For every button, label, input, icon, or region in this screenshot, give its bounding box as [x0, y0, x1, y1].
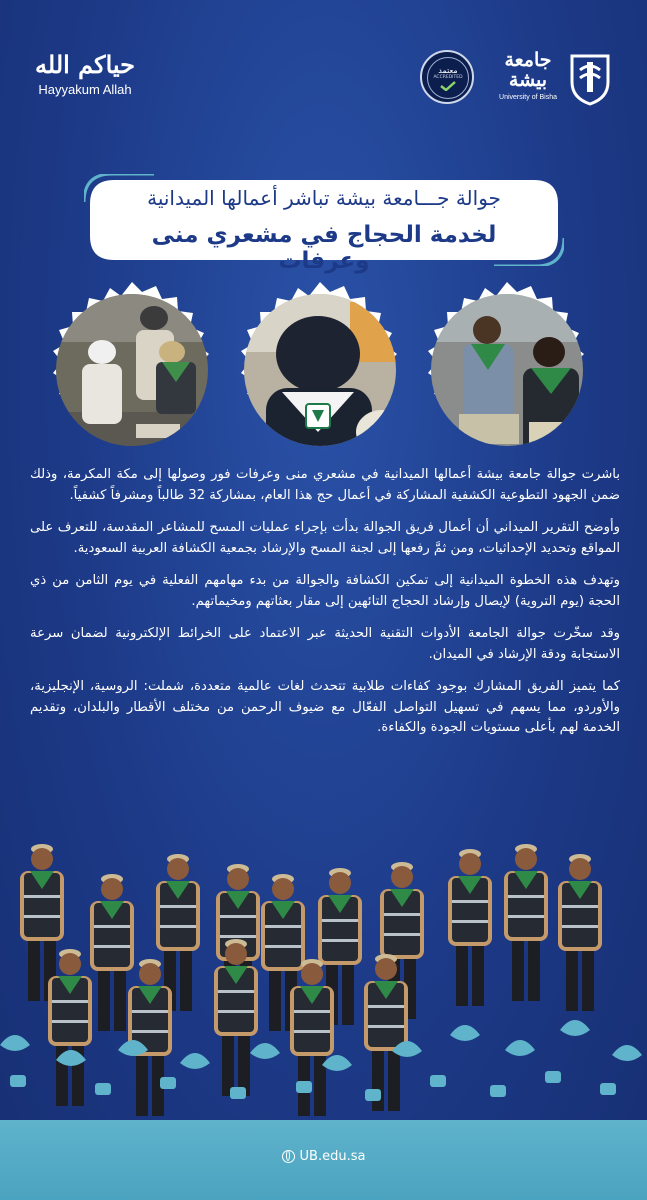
title-line-1: جوالة جـــامعة بيشة تباشر أعمالها الميدانية	[147, 186, 501, 210]
accredited-english: ACCREDITED	[433, 75, 463, 80]
university-logo	[492, 50, 617, 110]
paragraph-5: كما يتميز الفريق المشارك بوجود كفاءات طلابية تتحدث لغات عالمية متعددة، شملت: الروسية، الإنجليزية، والأوردو، مما يسهم في تسهيل التواصل الفعّال مع ضيوف الرحمن من مختلف الأقطار والبلدان، وتقديم الخدمة لهم بأعلى مستويات الجودة والكفاءة.	[30, 679, 620, 735]
title-line-2: لخدمة الحجاج في مشعري منى وعرفات	[151, 222, 497, 274]
university-shield-icon	[568, 52, 612, 106]
hayyakum-allah-logo	[30, 52, 140, 97]
paragraph-2: وأوضح التقرير الميداني أن أعمال فريق الجوالة بدأت بإجراء عمليات المسح للمشاعر المقدسة، للتعرف على المواقع وتحديد الإحداثيات، ومن ثمَّ رفعها إلى لجنة المسح والإرشاد بجمعية الكشافة العربية السعودية.	[30, 520, 620, 556]
paragraph-1: باشرت جوالة جامعة بيشة أعمالها الميدانية في مشعري منى وعرفات فور وصولها إلى مكة المكرمة، وذلك ضمن الجهود التطوعية الكشفية المشاركة في أعمال حج هذا العام، بمشاركة 32 طالباً ومشرفاً كشفياً.	[30, 467, 620, 503]
photo-scouts-helping-pilgrims	[44, 282, 220, 458]
title-banner	[84, 174, 564, 274]
check-icon	[440, 81, 456, 91]
photo-scout-cap-badge	[232, 282, 408, 458]
greeting-english: Hayyakum Allah	[38, 82, 132, 97]
website-link[interactable]: UB.edu.sa	[299, 1149, 366, 1164]
website-footer	[0, 1149, 647, 1164]
accreditation-seal	[420, 50, 474, 104]
greeting-arabic: حياكم الله	[35, 50, 135, 79]
paragraph-4: وقد سخّرت جوالة الجامعة الأدوات التقنية الحديثة عبر الاعتماد على الخرائط الإلكترونية لضمان سرعة الاستجابة ودقة الإرشاد في الميدان.	[30, 626, 620, 662]
photo-scouts-with-maps	[419, 282, 595, 458]
paragraph-3: وتهدف هذه الخطوة الميدانية إلى تمكين الكشافة والجوالة من بدء مهامهم الفعلية في يوم الثامن من ذي الحجة (يوم التروية) لإيصال وإرشاد الحجاج التائهين إلى مقار بعثاتهم ومخيماتهم.	[30, 573, 620, 609]
header	[0, 0, 647, 130]
accredited-arabic: معتمد	[438, 66, 458, 75]
university-name-arabic: جامعة بيشة	[504, 49, 552, 91]
team-group-photo	[0, 835, 647, 1125]
article-body	[30, 465, 620, 751]
university-name-english: University of Bisha	[499, 94, 557, 101]
globe-icon	[282, 1150, 295, 1163]
